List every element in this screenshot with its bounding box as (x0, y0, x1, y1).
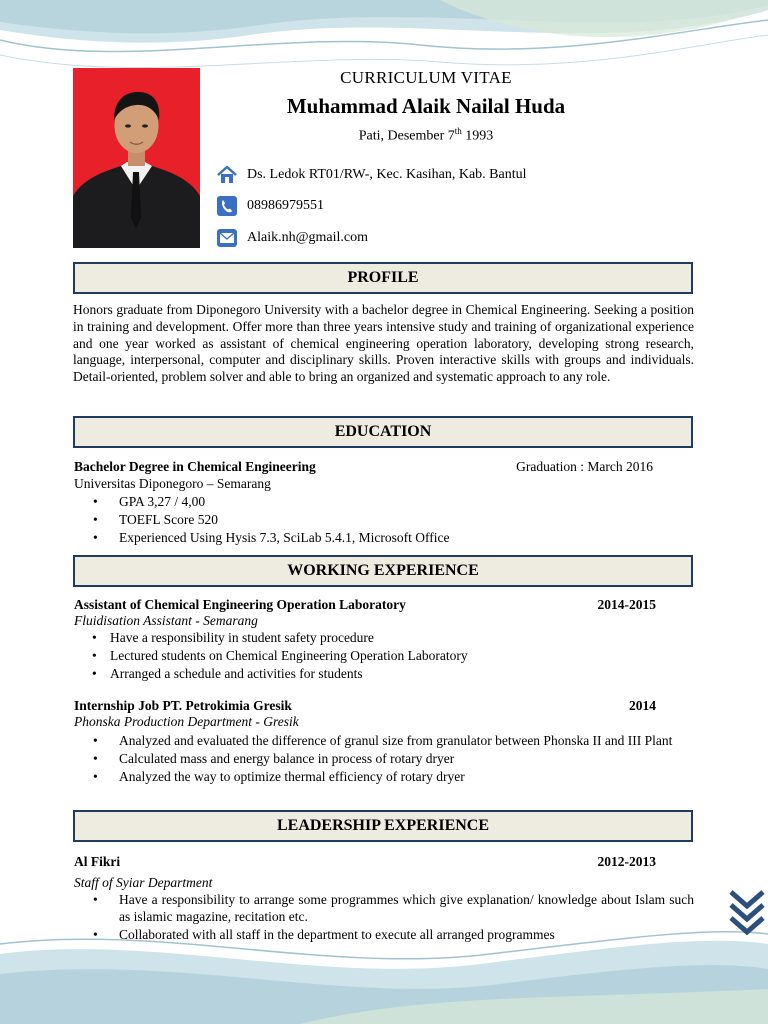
list-item: • Have a responsibility in student safety procedure (110, 629, 694, 646)
job-title: Internship Job PT. Petrokimia Gresik (74, 698, 292, 713)
job-row (74, 697, 656, 714)
job-period: 2014 (629, 698, 656, 713)
list-item: • Arranged a schedule and activities for students (110, 665, 694, 682)
org-row (74, 853, 656, 870)
org-period: 2012-2013 (597, 854, 656, 869)
degree-title: Bachelor Degree in Chemical Engineering (74, 459, 316, 474)
contact-email (216, 227, 368, 249)
list-item: • Analyzed and evaluated the difference of granul size from granulator between Phonska II and III Plant (119, 732, 694, 749)
birth-suffix: th (454, 126, 462, 136)
list-item: • Collaborated with all staff in the department to execute all arranged programmes (119, 926, 694, 943)
list-item: • GPA 3,27 / 4,00 (119, 493, 694, 510)
home-icon (216, 165, 238, 185)
work-heading: WORKING EXPERIENCE (73, 555, 693, 587)
graduation-date: Graduation : March 2016 (516, 459, 653, 474)
contact-address (216, 164, 527, 186)
email-text: Alaik.nh@gmail.com (247, 230, 368, 245)
list-item: • Have a responsibility to arrange some programmes which give explanation/ knowledge about Islam such as islamic magazine, recitation etc. (119, 891, 694, 925)
cv-title: CURRICULUM VITAE (340, 68, 512, 87)
list-item: • Experienced Using Hysis 7.3, SciLab 5.4.1, Microsoft Office (119, 529, 694, 546)
mail-icon (216, 228, 238, 248)
contact-phone (216, 195, 324, 217)
job-period: 2014-2015 (597, 597, 656, 612)
birth-place-date: Pati, Desember 7 (358, 128, 455, 144)
birth-year: 1993 (461, 128, 494, 144)
list-item: • Analyzed the way to optimize thermal efficiency of rotary dryer (119, 768, 694, 785)
job-title: Assistant of Chemical Engineering Operation Laboratory (74, 597, 406, 612)
leadership-heading: LEADERSHIP EXPERIENCE (73, 810, 693, 842)
person-name: Muhammad Alaik Nailal Huda (286, 94, 566, 118)
address-text: Ds. Ledok RT01/RW-, Kec. Kasihan, Kab. Bantul (247, 167, 527, 182)
profile-photo (73, 68, 200, 248)
birth-info (216, 126, 636, 145)
profile-heading: PROFILE (73, 262, 693, 294)
list-item: • Calculated mass and energy balance in process of rotary dryer (119, 750, 694, 767)
education-list (119, 493, 694, 547)
chevron-down-icon (727, 888, 767, 938)
list-item: • TOEFL Score 520 (119, 511, 694, 528)
job-row (74, 596, 656, 613)
job-subtitle: Phonska Production Department - Gresik (74, 714, 299, 729)
job-subtitle: Fluidisation Assistant - Semarang (74, 613, 258, 628)
education-heading: EDUCATION (73, 416, 693, 448)
job-duties-list (110, 629, 694, 683)
university-name: Universitas Diponegoro – Semarang (74, 476, 271, 491)
phone-icon (216, 196, 238, 216)
profile-text: Honors graduate from Diponegoro University with a bachelor degree in Chemical Engineering. Seeking a position in training and development. Offer more than three years intensive study and training of organizational experience and one year worked as assistant of chemical engineering operation laboratory, developing strong research, language, interpersonal, computer and disciplinary skills. Proven interactive skills with groups and individuals. Detail-oriented, problem solver and able to bring an organized and systematic approach to any role. (73, 302, 694, 385)
education-row (74, 458, 656, 475)
list-item: • Lectured students on Chemical Engineering Operation Laboratory (110, 647, 694, 664)
job-duties-list (119, 732, 694, 786)
org-name: Al Fikri (74, 854, 121, 869)
phone-text: 08986979551 (247, 198, 324, 213)
leadership-list (119, 891, 694, 944)
org-role: Staff of Syiar Department (74, 875, 213, 890)
